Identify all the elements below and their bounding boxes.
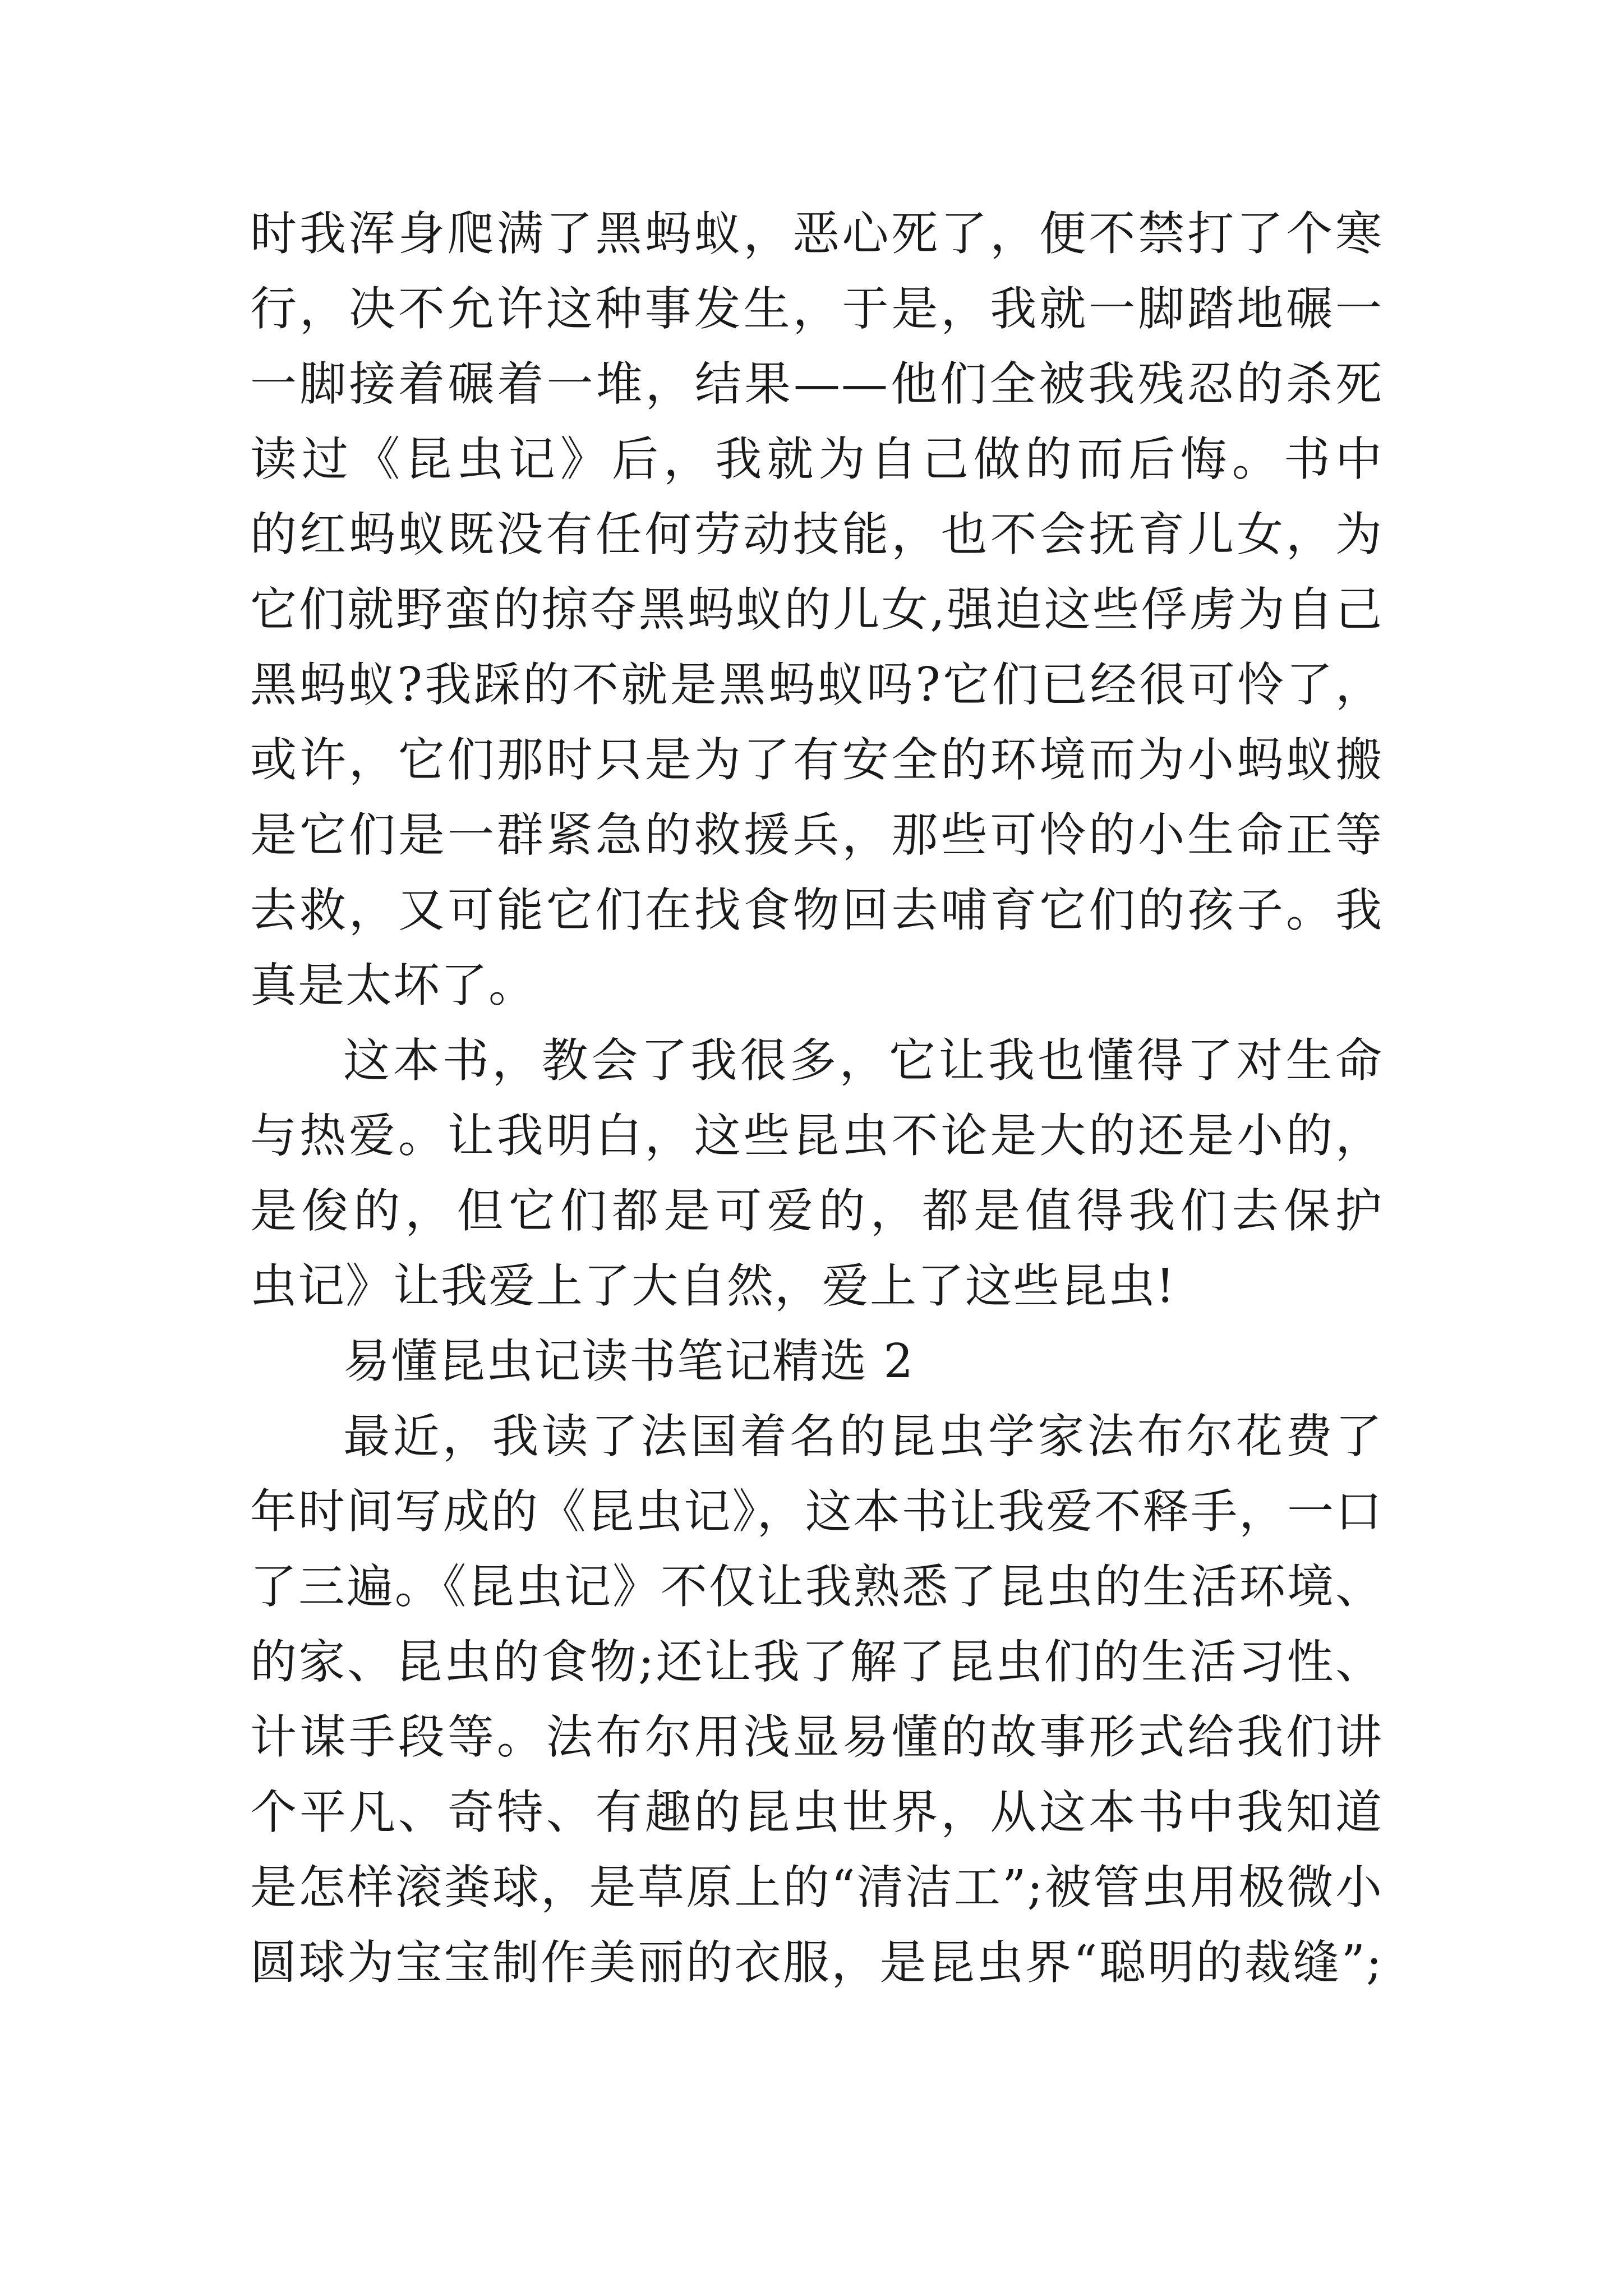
text-line: 圆球为宝宝制作美丽的衣服，是昆虫界“聪明的裁缝”;: [250, 1935, 1383, 1990]
text-line: 时我浑身爬满了黑蚂蚁，恶心死了，便不禁打了个寒: [250, 206, 1383, 261]
text-line: 易懂昆虫记读书笔记精选 2: [343, 1334, 915, 1388]
text-line: 计谋手段等。法布尔用浅显易懂的故事形式给我们讲: [250, 1710, 1383, 1764]
text-line: 年时间写成的《昆虫记》，这本书让我爱不释手，一口: [250, 1484, 1383, 1539]
text-line: 行，决不允许这种事发生，于是，我就一脚踏地碾一: [250, 282, 1383, 336]
text-line: 的红蚂蚁既没有任何劳动技能，也不会抚育儿女，为: [250, 507, 1383, 562]
text-line: 是俊的，但它们都是可爱的，都是值得我们去保护: [250, 1184, 1383, 1238]
text-line: 虫记》让我爱上了大自然，爱上了这些昆虫!: [250, 1259, 1176, 1313]
text-line: 去救，又可能它们在找食物回去哺育它们的孩子。我: [250, 883, 1383, 937]
text-line: 是它们是一群紧急的救援兵，那些可怜的小生命正等: [250, 808, 1383, 862]
document-body: [250, 196, 1383, 2000]
text-line: 的家、昆虫的食物;还让我了解了昆虫们的生活习性、: [250, 1635, 1383, 1689]
text-line: 黑蚂蚁?我踩的不就是黑蚂蚁吗?它们已经很可怜了，: [250, 657, 1383, 712]
text-line: 读过《昆虫记》后，我就为自己做的而后悔。书中: [250, 432, 1383, 486]
text-line: 这本书，教会了我很多，它让我也懂得了对生命: [343, 1033, 1383, 1088]
text-line: 个平凡、奇特、有趣的昆虫世界，从这本书中我知道: [250, 1785, 1383, 1839]
text-line: 是怎样滚粪球，是草原上的“清洁工”;被管虫用极微小: [250, 1860, 1383, 1915]
text-line: 它们就野蛮的掠夺黑蚂蚁的儿女,强迫这些俘虏为自己: [250, 582, 1383, 637]
text-line: 一脚接着碾着一堆，结果——他们全被我残忍的杀死: [250, 357, 1383, 411]
text-line: 或许，它们那时只是为了有安全的环境而为小蚂蚁搬: [250, 733, 1383, 787]
text-line: 最近，我读了法国着名的昆虫学家法布尔花费了: [343, 1409, 1383, 1464]
text-line: 与热爱。让我明白，这些昆虫不论是大的还是小的，: [250, 1108, 1383, 1163]
text-line: 了三遍。《昆虫记》不仅让我熟悉了昆虫的生活环境、: [250, 1559, 1383, 1614]
text-line: 真是太坏了。: [250, 958, 536, 1013]
